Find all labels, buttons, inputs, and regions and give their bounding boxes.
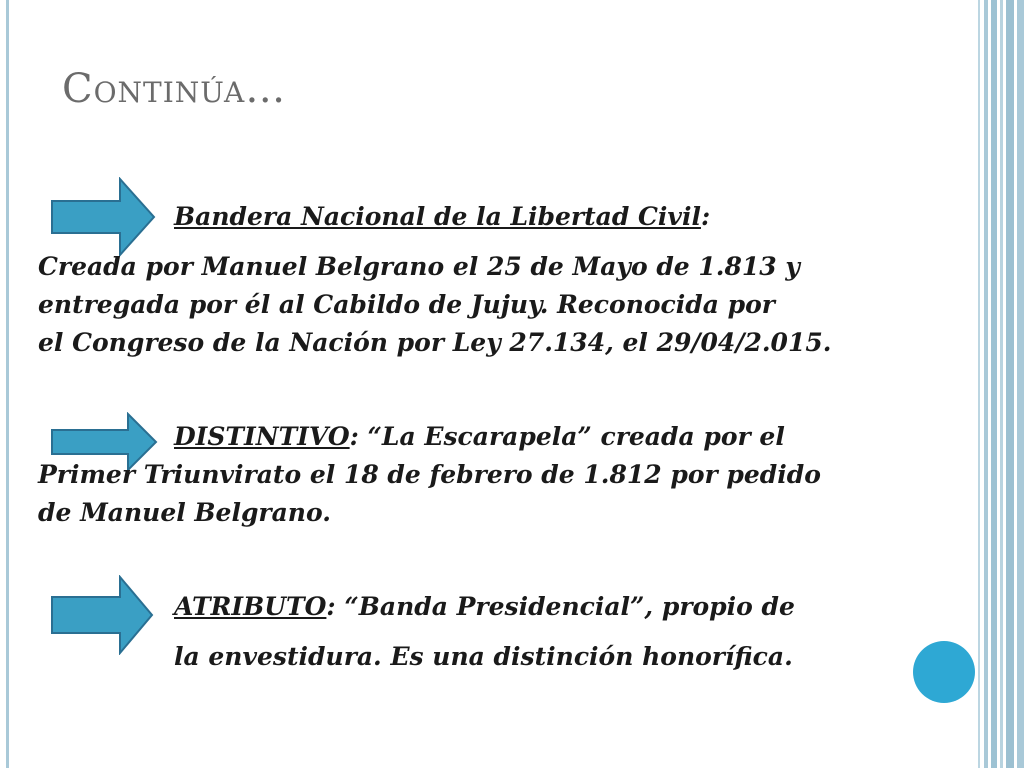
section-1-heading-suffix: : — [700, 202, 711, 231]
stripe — [1006, 0, 1014, 768]
section-2-heading-line — [174, 418, 785, 456]
right-arrow-icon — [50, 575, 158, 655]
stripe — [978, 0, 980, 768]
circle-icon — [913, 641, 975, 703]
section-2-heading-suffix: : “La Escarapela” creada por el — [349, 422, 785, 451]
section-2-line-1: Primer Triunvirato el 18 de febrero de 1.812 por pedido — [38, 460, 821, 489]
right-arrow-icon — [50, 177, 158, 257]
section-1-line-1: Creada por Manuel Belgrano el 25 de Mayo de 1.813 y — [38, 252, 800, 281]
section-3-heading-line — [174, 588, 795, 626]
section-1-line-2: entregada por él al Cabildo de Jujuy. Reconocida por — [38, 290, 775, 319]
stripe — [991, 0, 997, 768]
stripe — [984, 0, 988, 768]
slide-title: Continúa… — [62, 66, 287, 112]
section-3-line-1: la envestidura. Es una distinción honorífica. — [174, 642, 793, 671]
stripe — [1017, 0, 1024, 768]
section-1-heading: Bandera Nacional de la Libertad Civil — [174, 202, 701, 231]
right-decorative-stripes — [978, 0, 1024, 768]
section-3-heading: ATRIBUTO — [174, 592, 327, 621]
section-1-heading-line — [174, 198, 710, 236]
left-border-line — [6, 0, 9, 768]
section-2-line-2: de Manuel Belgrano. — [38, 498, 331, 527]
stripe — [1000, 0, 1003, 768]
section-3-heading-suffix: : “Banda Presidencial”, propio de — [326, 592, 795, 621]
section-2-heading: DISTINTIVO — [174, 422, 350, 451]
section-1-line-3: el Congreso de la Nación por Ley 27.134, el 29/04/2.015. — [38, 328, 832, 357]
